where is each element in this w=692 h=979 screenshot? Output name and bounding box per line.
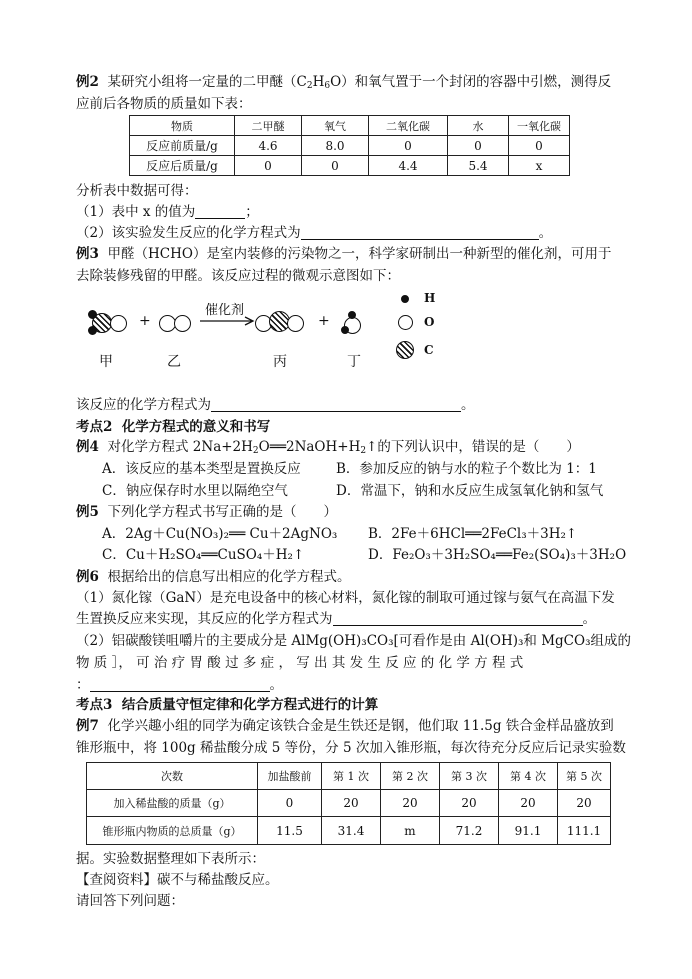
ex2-q1: （1）表中 x 的值为 ； (76, 204, 259, 220)
plus-sign: + (318, 313, 330, 329)
table-row (130, 156, 570, 176)
ex2-analysis: 分析表中数据可得： (76, 183, 198, 199)
table-cell: 4.4 (369, 156, 448, 176)
ex5-title: 例5 (76, 504, 99, 520)
table-header: 二氧化碳 (369, 116, 448, 136)
ex7-data-table (86, 762, 611, 845)
table-cell: 0 (369, 136, 448, 156)
legend-label-o: O (424, 315, 435, 329)
ex7-line1: 例7 化学兴趣小组的同学为确定该铁合金是生铁还是钢，他们取 11.5g 铁合金样品盛放到 (76, 718, 614, 734)
ex5-question: 例5 下列化学方程式书写正确的是（ ） (76, 504, 337, 520)
table-cell: 111.1 (558, 817, 611, 845)
ex5-option-b[interactable]: B．2Fe＋6HCl══2FeCl₃＋3H₂↑ (368, 526, 578, 542)
answer-blank[interactable] (211, 397, 461, 412)
ex4-option-b[interactable]: B．参加反应的钠与水的粒子个数比为 1：1 (336, 461, 597, 477)
hydrogen-atom-icon (88, 310, 97, 319)
hydrogen-atom-icon (348, 311, 356, 319)
table-cell: 20 (322, 790, 381, 817)
plus-sign: + (139, 313, 151, 329)
ex3-title: 例3 (76, 246, 99, 262)
ex4-title: 例4 (76, 439, 99, 455)
oxygen-atom-icon (110, 315, 127, 332)
topic2-heading: 考点2 化学方程式的意义和书写 (76, 419, 271, 435)
ex2-mass-table (129, 115, 570, 176)
arrow-icon (200, 316, 256, 326)
table-header: 氧气 (302, 116, 369, 136)
table-cell: 20 (558, 790, 611, 817)
table-cell: m (381, 817, 440, 845)
table-cell: 20 (440, 790, 499, 817)
table-header: 二甲醚 (235, 116, 302, 136)
table-header: 加盐酸前 (258, 763, 322, 790)
hydrogen-atom-icon (401, 295, 409, 303)
catalyst-label: 催化剂 (205, 303, 245, 318)
ex4-option-a[interactable]: A．该反应的基本类型是置换反应 (102, 461, 301, 477)
ex2-line2: 应前后各物质的质量如下表： (76, 96, 252, 112)
table-row (130, 136, 570, 156)
table-cell: 0 (258, 790, 322, 817)
ex6-p2-line2: 物 质 ］， 可 治 疗 胃 酸 过 多 症 ， 写 出 其 发 生 反 应 的 化 学 方 程 式 (76, 655, 524, 671)
table-header: 第 5 次 (558, 763, 611, 790)
answer-blank[interactable] (90, 677, 270, 692)
ex5-option-d[interactable]: D．Fe₂O₃＋3H₂SO₄══Fe₂(SO₄)₃＋3H₂O (368, 547, 627, 563)
ex7-title: 例7 (76, 718, 99, 734)
ex3-answer: 该反应的化学方程式为 。 (76, 397, 475, 413)
table-cell: 4.6 (235, 136, 302, 156)
answer-blank[interactable] (333, 611, 583, 626)
ex3-line1: 例3 甲醛（HCHO）是室内装修的污染物之一，科学家研制出一种新型的催化剂，可用于 (76, 246, 612, 262)
ex5-option-a[interactable]: A．2Ag＋Cu(NO₃)₂══ Cu＋2AgNO₃ (102, 526, 338, 542)
table-header: 物质 (130, 116, 235, 136)
ex6-p2-line1: （2）铝碳酸镁咀嚼片的主要成分是 AlMg(OH)₃CO₃[可看作是由 Al(OH)₃和 MgCO₃组成的 (76, 633, 631, 649)
table-cell: 5.4 (448, 156, 509, 176)
table-cell: 0 (302, 156, 369, 176)
table-cell: 31.4 (322, 817, 381, 845)
ex6-p1-line1: （1）氮化镓（GaN）是充电设备中的核心材料，氮化镓的制取可通过镓与氨气在高温下发 (76, 590, 615, 606)
molecule-label: 乙 (167, 354, 181, 370)
ex7-line2: 锥形瓶中，将 100g 稀盐酸分成 5 等份，分 5 次加入锥形瓶，每次待充分反应后记录实验数 (76, 740, 626, 756)
ex7-line3: 据。实验数据整理如下表所示： (76, 851, 265, 867)
oxygen-atom-icon (398, 315, 413, 330)
ex2-q2: （2）该实验发生反应的化学方程式为 。 (76, 225, 553, 241)
topic3-heading: 考点3 结合质量守恒定律和化学方程式进行的计算 (76, 697, 379, 713)
table-cell: 加入稀盐酸的质量（g） (87, 790, 258, 817)
ex2-line1: 例2 某研究小组将一定量的二甲醚$(C_2H_6O)$和氧气置于一个封闭的容器中引燃，测得反 (76, 74, 612, 91)
table-cell: 20 (499, 790, 558, 817)
ex4-option-c[interactable]: C．钠应保存时水里以隔绝空气 (102, 483, 288, 499)
ex7-prompt: 请回答下列问题： (76, 893, 184, 909)
table-header: 水 (448, 116, 509, 136)
table-row (87, 817, 611, 845)
table-cell: 0 (509, 136, 570, 156)
table-cell: 71.2 (440, 817, 499, 845)
table-cell: 反应后质量/g (130, 156, 235, 176)
ex6-title: 例6 (76, 569, 99, 585)
ex7-reference: 【查阅资料】碳不与稀盐酸反应。 (76, 872, 279, 888)
table-row (87, 790, 611, 817)
hydrogen-atom-icon (88, 326, 97, 335)
ex6-p1-line2: 生置换反应来实现，其反应的化学方程式为 。 (76, 611, 596, 627)
ex4-option-d[interactable]: D．常温下，钠和水反应生成氢氧化钠和氢气 (336, 483, 604, 499)
table-header: 第 1 次 (322, 763, 381, 790)
table-header: 第 4 次 (499, 763, 558, 790)
table-cell: 0 (235, 156, 302, 176)
molecule-label: 丙 (273, 354, 287, 370)
table-header: 一氧化碳 (509, 116, 570, 136)
carbon-atom-icon (396, 341, 414, 359)
table-cell: 0 (448, 136, 509, 156)
molecule-label: 丁 (347, 354, 361, 370)
oxygen-atom-icon (287, 315, 304, 332)
table-cell: 11.5 (258, 817, 322, 845)
table-cell: 20 (381, 790, 440, 817)
table-header: 次数 (87, 763, 258, 790)
answer-blank[interactable] (301, 225, 539, 240)
table-cell: x (509, 156, 570, 176)
molecule-label: 甲 (99, 354, 113, 370)
table-header: 第 2 次 (381, 763, 440, 790)
answer-blank[interactable] (195, 204, 245, 219)
table-cell: 91.1 (499, 817, 558, 845)
ex2-title: 例2 (76, 74, 99, 90)
ex6-question: 例6 根据给出的信息写出相应的化学方程式。 (76, 569, 351, 585)
ex5-option-c[interactable]: C．Cu＋H₂SO₄══CuSO₄＋H₂↑ (102, 547, 305, 563)
table-cell: 锥形瓶内物质的总质量（g） (87, 817, 258, 845)
oxygen-atom-icon (174, 315, 191, 332)
table-header: 第 3 次 (440, 763, 499, 790)
legend-label-h: H (424, 291, 436, 305)
legend-label-c: C (424, 343, 434, 357)
ex6-p2-line3: ： 。 (76, 677, 283, 693)
hydrogen-atom-icon (341, 326, 349, 334)
ex4-question: 例4 对化学方程式 $2Na+2H_2O══2NaOH+H_2↑$的下列认识中，错误的是（ ） (76, 439, 580, 456)
table-cell: 8.0 (302, 136, 369, 156)
ex3-line2: 去除装修残留的甲醛。该反应过程的微观示意图如下： (76, 268, 400, 284)
table-cell: 反应前质量/g (130, 136, 235, 156)
